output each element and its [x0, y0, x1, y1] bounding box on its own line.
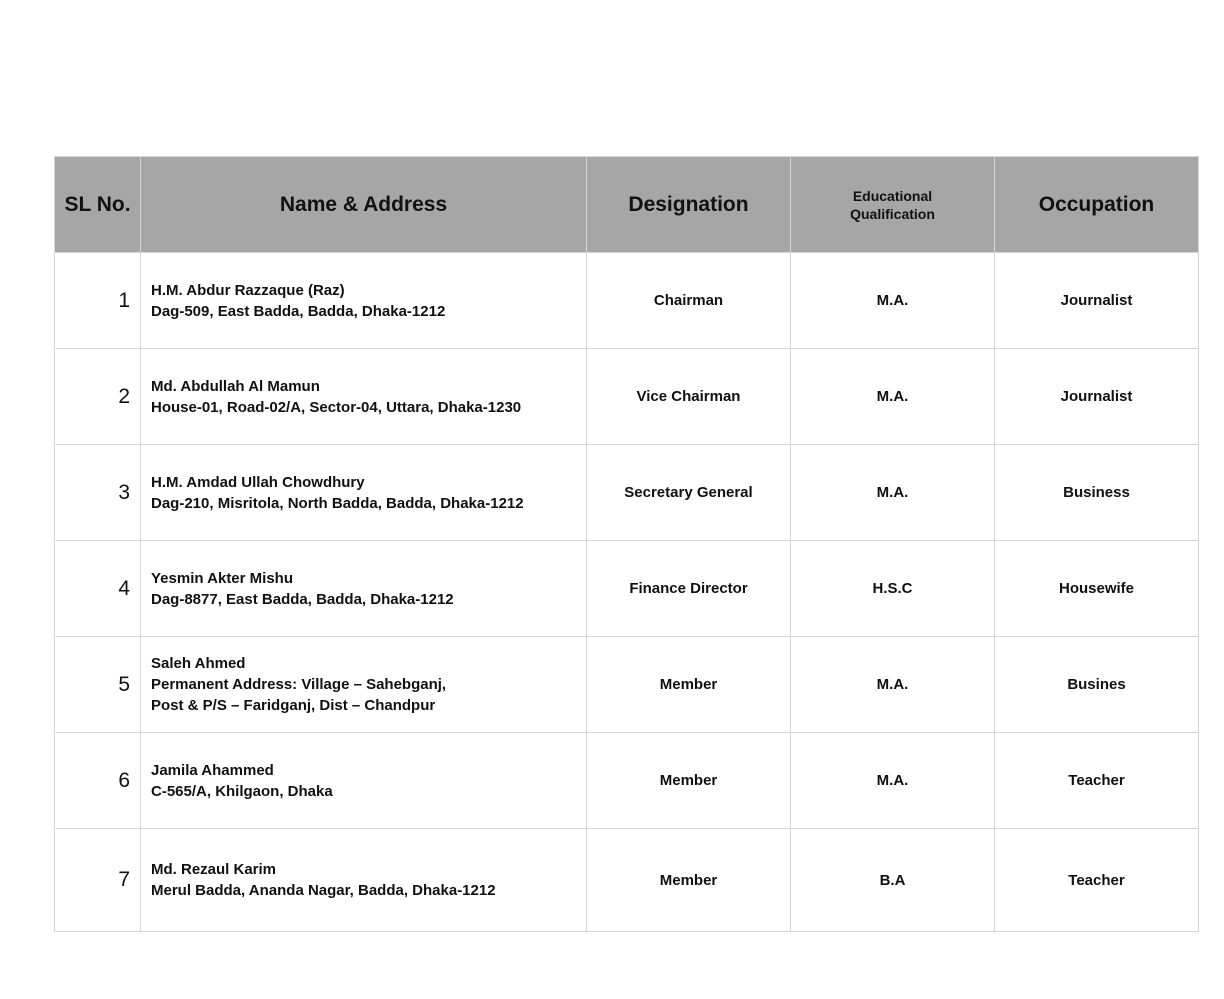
member-address-line: Permanent Address: Village – Sahebganj, [151, 676, 447, 693]
member-name: H.M. Amdad Ullah Chowdhury [151, 473, 365, 491]
designation-cell: Vice Chairman [587, 349, 791, 445]
member-address-line: Post & P/S – Faridganj, Dist – Chandpur [151, 697, 436, 714]
member-name: Yesmin Akter Mishu [151, 569, 293, 587]
member-name: Md. Abdullah Al Mamun [151, 377, 320, 395]
member-address-line: Dag-8877, East Badda, Badda, Dhaka-1212 [151, 590, 454, 608]
sl-number: 5 [55, 637, 141, 733]
occupation-cell: Housewife [995, 541, 1199, 637]
sl-number: 2 [55, 349, 141, 445]
member-name: Saleh Ahmed [151, 655, 246, 672]
education-cell: M.A. [791, 733, 995, 829]
header-sl-no: SL No. [55, 157, 141, 253]
occupation-cell: Busines [995, 637, 1199, 733]
sl-number: 7 [55, 829, 141, 932]
education-cell: M.A. [791, 349, 995, 445]
designation-cell: Member [587, 829, 791, 932]
occupation-cell: Journalist [995, 253, 1199, 349]
name-address-cell [141, 541, 587, 637]
occupation-cell: Teacher [995, 733, 1199, 829]
education-cell: M.A. [791, 445, 995, 541]
occupation-cell: Teacher [995, 829, 1199, 932]
table-row [55, 541, 1199, 637]
occupation-cell: Journalist [995, 349, 1199, 445]
education-cell: M.A. [791, 637, 995, 733]
header-occupation: Occupation [995, 157, 1199, 253]
table-row [55, 637, 1199, 733]
education-cell: M.A. [791, 253, 995, 349]
member-address-line: Dag-210, Misritola, North Badda, Badda, Dhaka-1212 [151, 494, 524, 512]
table-header [55, 157, 1199, 253]
member-name: Md. Rezaul Karim [151, 861, 277, 878]
header-designation: Designation [587, 157, 791, 253]
header-row [55, 157, 1199, 253]
table-row [55, 253, 1199, 349]
name-address-cell [141, 637, 587, 733]
designation-cell: Member [587, 637, 791, 733]
education-cell: H.S.C [791, 541, 995, 637]
designation-cell: Member [587, 733, 791, 829]
designation-cell: Chairman [587, 253, 791, 349]
name-address-cell [141, 733, 587, 829]
member-address-line: Merul Badda, Ananda Nagar, Badda, Dhaka-1212 [151, 882, 496, 899]
header-education-line2: Qualification [850, 205, 935, 222]
name-address-cell [141, 829, 587, 932]
member-name: Jamila Ahammed [151, 761, 274, 779]
designation-cell: Secretary General [587, 445, 791, 541]
committee-table [54, 156, 1199, 932]
header-education-line1: Educational [852, 187, 933, 204]
member-address-line: House-01, Road-02/A, Sector-04, Uttara, Dhaka-1230 [151, 398, 522, 416]
table-body [55, 253, 1199, 932]
sl-number: 4 [55, 541, 141, 637]
table-row [55, 829, 1199, 932]
sl-number: 3 [55, 445, 141, 541]
table-row [55, 445, 1199, 541]
header-name-address: Name & Address [141, 157, 587, 253]
sl-number: 1 [55, 253, 141, 349]
table-row [55, 733, 1199, 829]
sl-number: 6 [55, 733, 141, 829]
name-address-cell [141, 349, 587, 445]
occupation-cell: Business [995, 445, 1199, 541]
designation-cell: Finance Director [587, 541, 791, 637]
header-educational-qualification [791, 157, 995, 253]
member-name: H.M. Abdur Razzaque (Raz) [151, 281, 345, 299]
name-address-cell [141, 253, 587, 349]
member-address-line: Dag-509, East Badda, Badda, Dhaka-1212 [151, 302, 446, 320]
name-address-cell [141, 445, 587, 541]
member-address-line: C-565/A, Khilgaon, Dhaka [151, 782, 333, 800]
table-row [55, 349, 1199, 445]
education-cell: B.A [791, 829, 995, 932]
